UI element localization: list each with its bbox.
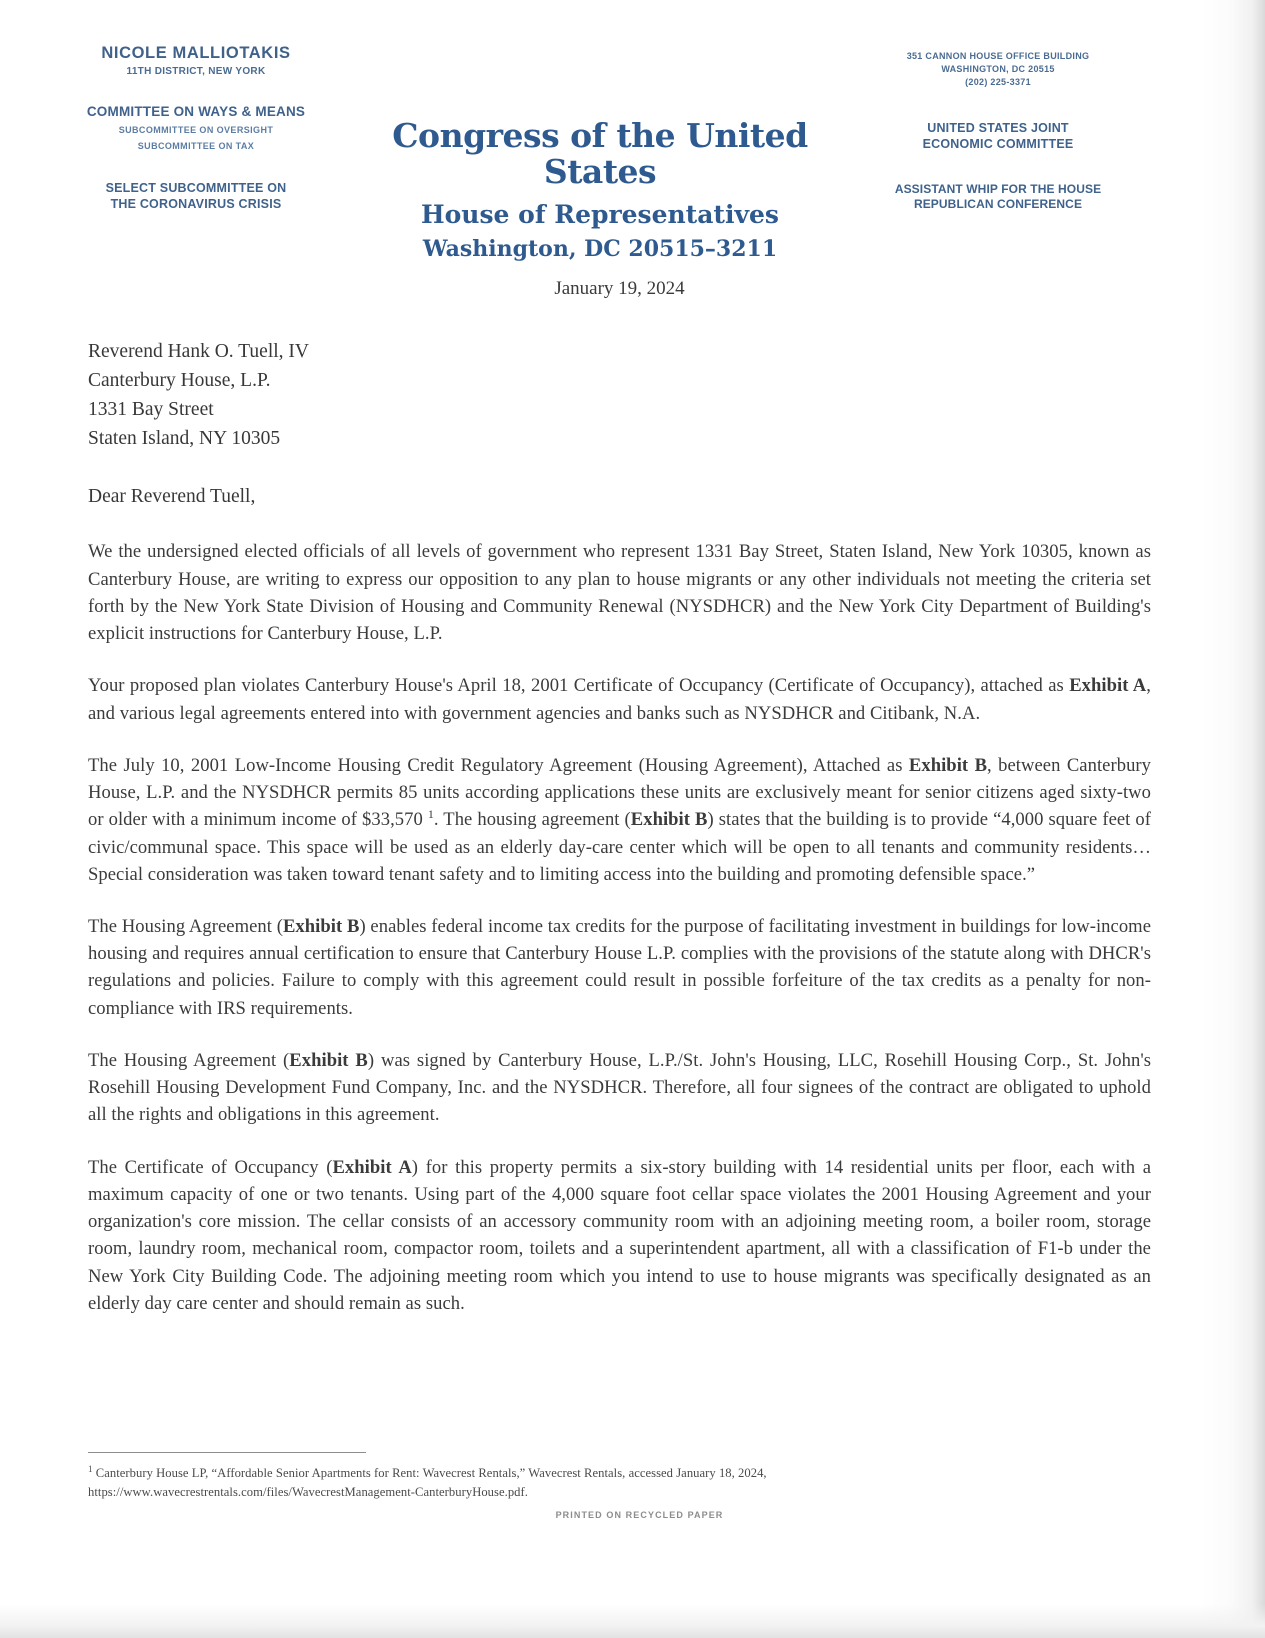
scan-edge-bottom: [0, 1604, 1265, 1638]
addressee-org: Canterbury House, L.P.: [88, 369, 271, 391]
salutation: Dear Reverend Tuell,: [88, 486, 256, 508]
whip-line2: REPUBLICAN CONFERENCE: [913, 197, 1083, 212]
member-name: NICOLE MALLIOTAKIS: [101, 44, 291, 62]
footnote-citation: Canterbury House LP, “Affordable Senior Apartments for Rent: Wavecrest Rentals,” Wavecrest Rentals, accessed January 18, 2024,: [95, 1466, 767, 1480]
select-subcommittee-line1: SELECT SUBCOMMITTEE ON: [105, 181, 287, 195]
addressee-street: 1331 Bay Street: [88, 398, 214, 420]
subcommittee-tax: SUBCOMMITTEE ON TAX: [137, 141, 255, 151]
subcommittee-oversight: SUBCOMMITTEE ON OVERSIGHT: [118, 125, 274, 135]
whip-line1: ASSISTANT WHIP FOR THE HOUSE: [894, 182, 1102, 197]
letterhead: [0, 0, 1201, 263]
footnote-area: [88, 1452, 1151, 1520]
footnote-separator-rule: [88, 1452, 366, 1453]
committee-name: COMMITTEE ON WAYS & MEANS: [86, 104, 306, 119]
addressee-block: [88, 338, 1151, 453]
office-address-line2: WASHINGTON, DC 20515: [941, 64, 1055, 75]
paragraph-1: We the undersigned elected officials of all levels of government who represent 1331 Bay Street, Staten Island, New York 10305, known as Canterbury House, are writing to express our opposition to any plan to house migrants or any other individuals not meeting the criteria set forth by the New York State Division of Housing and Community Renewal (NYSDHCR) and the New York City Department of Building's explicit instructions for Canterbury House, L.P.: [88, 541, 1151, 645]
addressee-city: Staten Island, NY 10305: [88, 427, 281, 449]
select-subcommittee: [46, 181, 346, 212]
paragraph-6: The Certificate of Occupancy (Exhibit A) for this property permits a six-story building with 14 residential units per floor, each with a maximum capacity of one or two tenants. Using part of the 4,000 square foot cellar space violates the 2001 Housing Agreement and your organization's core mission. The cellar consists of an accessory community room with an adjoining meeting room, a boiler room, storage room, laundry room, mechanical room, compactor room, toilets and a superintendent apartment, all with a classification of F1-b under the New York City Building Code. The adjoining meeting room which you intend to use to house migrants was specifically designated as an elderly day care center and should remain as such.: [88, 1156, 1151, 1314]
letterhead-masthead: [340, 118, 860, 261]
letter-date: January 19, 2024: [554, 278, 685, 299]
jec-line1: UNITED STATES JOINT: [927, 121, 1069, 136]
paragraph-3: The July 10, 2001 Low-Income Housing Credit Regulatory Agreement (Housing Agreement), Attached as Exhibit B, between Canterbury House, L.P. and the NYSDHCR permits 85 units according applications these units are exclusively meant for senior citizens aged sixty-two or older with a minimum income of $33,570 $^1$. The housing agreement (Exhibit B) states that the building is to provide “4,000 square feet of civic/communal space. This space will be used as an elderly day-care center which will be open to all tenants and community residents…Special consideration was taken toward tenant safety and to limiting access into the building and promoting defensible space.”: [88, 754, 1152, 885]
recycled-paper-notice: PRINTED ON RECYCLED PAPER: [555, 1510, 724, 1521]
masthead-house: House of Representatives: [421, 199, 779, 229]
footnote-marker: 1: [88, 1463, 93, 1474]
masthead-washington: Washington, DC 20515–3211: [422, 236, 778, 263]
paragraph-4: The Housing Agreement (Exhibit B) enables federal income tax credits for the purpose of facilitating investment in buildings for low-income housing and requires annual certification to ensure that Canterbury House L.P. complies with the provisions of the statute along with DHCR's regulations and policies. Failure to comply with this agreement could result in possible forfeiture of the tax credits as a penalty for non-compliance with IRS requirements.: [88, 916, 1151, 1019]
paragraph-2: Your proposed plan violates Canterbury House's April 18, 2001 Certificate of Occupancy (Certificate of Occupancy), attached as Exhibit A, and various legal agreements entered into with government agencies and banks such as NYSDHCR and Citibank, N.A.: [88, 675, 1151, 724]
addressee-name: Reverend Hank O. Tuell, IV: [88, 341, 309, 362]
jec-line2: ECONOMIC COMMITTEE: [922, 136, 1074, 151]
letter-body: [88, 278, 1151, 1342]
office-phone: (202) 225-3371: [965, 77, 1031, 88]
assistant-whip-title: [863, 182, 1133, 212]
scan-edge-right: [1201, 0, 1265, 1638]
office-address-line1: 351 CANNON HOUSE OFFICE BUILDING: [906, 51, 1090, 61]
masthead-congress: Congress of the United States: [392, 116, 808, 192]
letterhead-right-block: [863, 50, 1133, 212]
paragraph-5: The Housing Agreement (Exhibit B) was signed by Canterbury House, L.P./St. John's Housing, LLC, Rosehill Housing Corp., St. John's Rosehill Housing Development Fund Company, Inc. and the NYSDHCR. Therefore, all four signees of the contract are obligated to uphold all the rights and obligations in this agreement.: [88, 1049, 1151, 1126]
joint-economic-committee: [863, 121, 1133, 152]
member-district: 11TH DISTRICT, NEW YORK: [126, 66, 266, 77]
office-address: [863, 50, 1133, 89]
footnote-url: https://www.wavecrestrentals.com/files/WavecrestManagement-CanterburyHouse.pdf.: [88, 1484, 528, 1499]
select-subcommittee-line2: THE CORONAVIRUS CRISIS: [110, 196, 282, 211]
footnote-text: [88, 1464, 1151, 1501]
letterhead-left-block: [46, 44, 346, 212]
footnote-line-1: [88, 1463, 767, 1480]
